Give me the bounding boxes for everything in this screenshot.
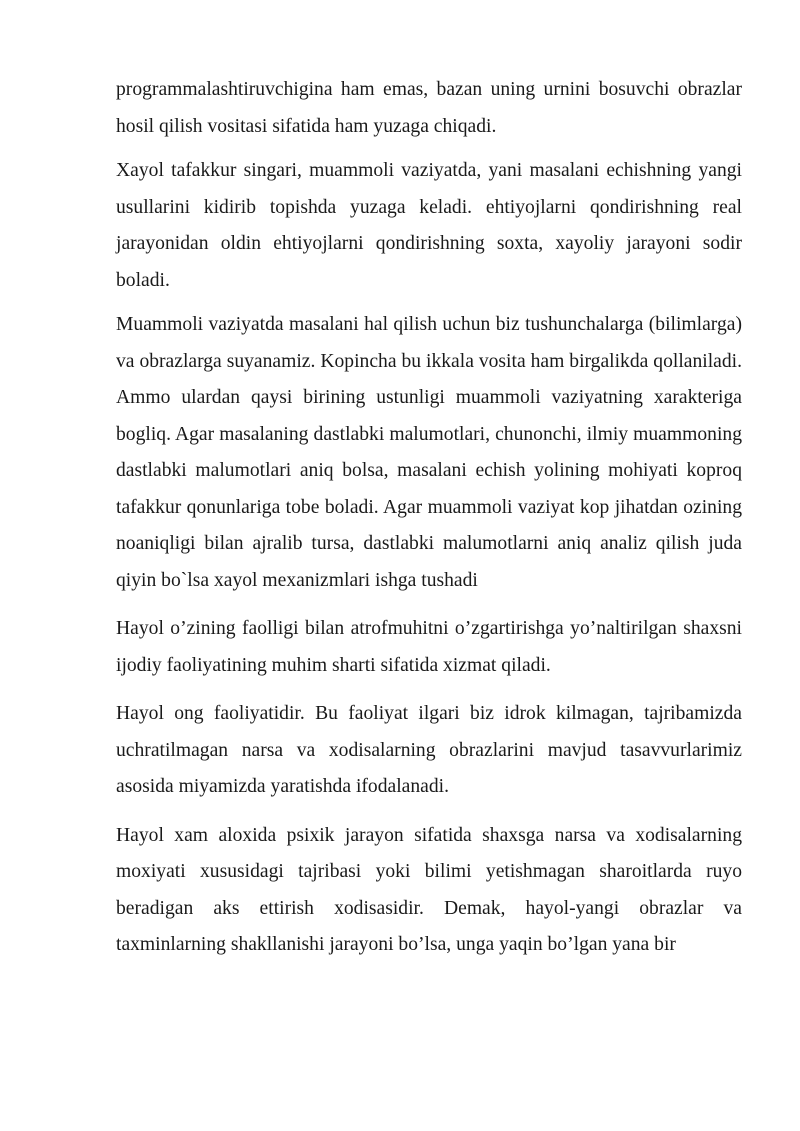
paragraph-5: Hayol ong faoliyatidir. Bu faoliyat ilgari biz idrok kilmagan, tajribamizda uchratilmagan narsa va xodisalarning obrazlarini mavjud tasavvurlarimiz asosida miyamizda yaratishda ifodalanadi.	[116, 703, 742, 797]
paragraph-4: Hayol o’zining faolligi bilan atrofmuhitni o’zgartirishga yo’naltirilgan shaxsni ijodiy faoliyatining muhim sharti sifatida xizmat qiladi.	[116, 618, 742, 676]
document-page	[116, 72, 742, 976]
paragraph-6: Hayol xam aloxida psixik jarayon sifatida shaxsga narsa va xodisalarning moxiyati xususidagi tajribasi yoki bilimi yetishmagan sharoitlarda ruyo beradigan aks ettirish xodisasidir. Demak, hayol-yangi obrazlar va taxminlarning shakllanishi jarayoni bo’lsa, unga yaqin bo’lgan yana bir	[116, 824, 742, 955]
paragraph-2: Xayol tafakkur singari, muammoli vaziyatda, yani masalani echishning yangi usullarini kidirib topishda yuzaga keladi. ehtiyojlarni qondirishning real jarayonidan oldin ehtiyojlarni qondirishning soxta, xayoliy jarayoni sodir boladi.	[116, 160, 742, 291]
paragraph-1: programmalashtiruvchigina ham emas, bazan uning urnini bosuvchi obrazlar hosil qilish vositasi sifatida ham yuzaga chiqadi.	[116, 79, 742, 137]
paragraph-3: Muammoli vaziyatda masalani hal qilish uchun biz tushunchalarga (bilimlarga) va obrazlarga suyanamiz. Kopincha bu ikkala vosita ham birgalikda qollaniladi. Ammo ulardan qaysi birining ustunligi muammoli vaziyatning xarakteriga bogliq. Agar masalaning dastlabki malumotlari, chunonchi, ilmiy muammoning dastlabki malumotlari aniq bolsa, masalani echish yolining mohiyati koproq tafakkur qonunlariga tobe boladi. Agar muammoli vaziyat kop jihatdan ozining noaniqligi bilan ajralib tursa, dastlabki malumotlarni aniq analiz qilish juda qiyin bo`lsa xayol mexanizmlari ishga tushadi	[116, 314, 742, 591]
